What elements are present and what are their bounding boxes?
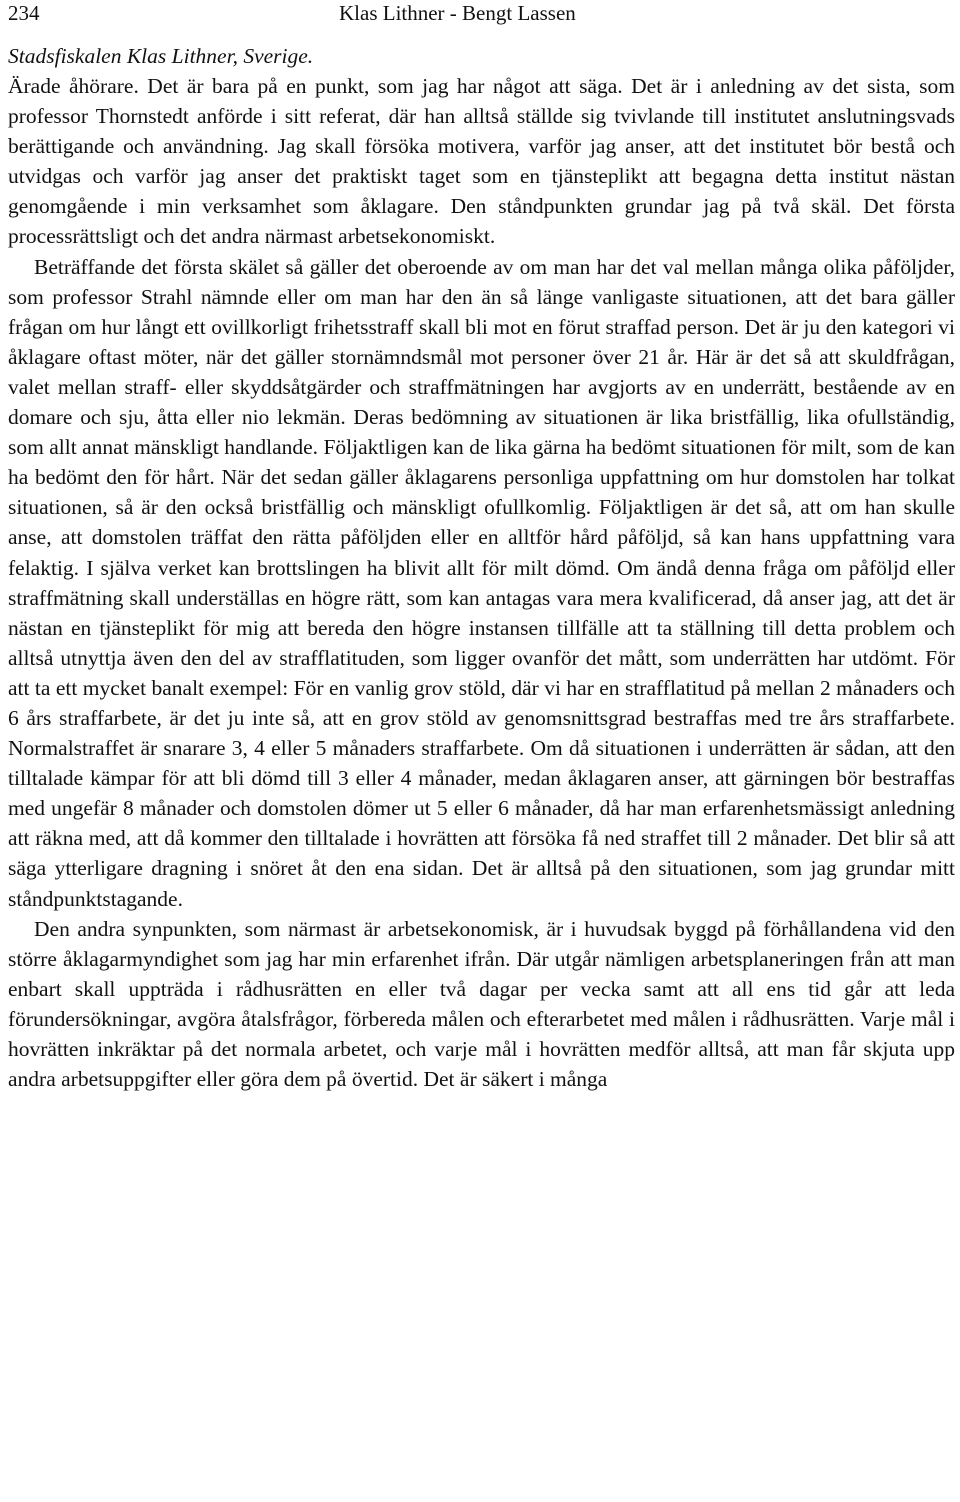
running-title: Klas Lithner - Bengt Lassen: [339, 1, 576, 25]
page-number: 234: [8, 1, 40, 25]
speaker-name: Klas Lithner, Sverige.: [126, 44, 314, 68]
paragraph-2: Beträffande det första skälet så gäller det oberoende av om man har det val mellan många olika påföljder, som professor Strahl nämnde eller om man har den än så länge vanligaste situationen, att det bara gäller frågan om hur långt ett ovillkorligt frihetsstraff skall bli mot en förut straffad person. Det är ju den kategori vi åklagare oftast möter, när det gäller stornämndsmål mot personer över 21 år. Här är det så att skuldfrågan, valet mellan straff- eller skyddsåtgärder och straffmätningen har avgjorts av en underrätt, bestående av en domare och sju, åtta eller nio lekmän. Deras bedömning av situationen är lika bristfällig, lika ofullständig, som allt annat mänskligt handlande. Följaktligen kan de lika gärna ha bedömt situationen för milt, som de kan ha bedömt den för hårt. När det sedan gäller åklagarens personliga uppfattning om hur domstolen har tolkat situationen, så är den också bristfällig och mänskligt ofullkomlig. Följaktligen är det så, att om han skulle anse, att domstolen träffat den rätta påföljden eller en alltför hård påföljd, så kan hans uppfattning vara felaktig. I själva verket kan brottslingen ha blivit allt för milt dömd. Om ändå denna fråga om påföljd eller straffmätning skall underställas en högre rätt, som kan antagas vara mera kvalificerad, då anser jag, att det är nästan en tjänsteplikt för mig att bereda den högre instansen tillfälle att ta ställning till detta problem och alltså utnyttja även den del av strafflatituden, som ligger ovanför det mått, som underrätten har utdömt. För att ta ett mycket banalt exempel: För en vanlig grov stöld, där vi har en strafflatitud på mellan 2 månaders och 6 års straffarbete, är det ju inte så, att en grov stöld av genomsnittsgrad bestraffas med tre års straffarbete. Normalstraffet är snarare 3, 4 eller 5 månaders straffarbete. Om då situationen i underrätten är sådan, att den tilltalade kämpar för att bli dömd till 3 eller 4 månader, medan åklagaren anser, att gärningen bör bestraffas med ungefär 8 månader och domstolen dömer ut 5 eller 6 månader, då har man erfarenhetsmässigt anledning att räkna med, att då kommer den tilltalade i hovrätten att försöka få ned straffet till 2 månader. Det blir så att säga ytterligare dragning i snöret åt den ena sidan. Det är alltså på den situationen, som jag grundar mitt ståndpunktstagande.: [8, 254, 955, 911]
speaker-line: [8, 41, 955, 71]
speaker-role: Stadsfiskalen: [8, 44, 122, 68]
running-header: [8, 1, 955, 31]
paragraph-1: Ärade åhörare. Det är bara på en punkt, som jag har något att säga. Det är i anledning av det sista, som professor Thornstedt anförde i sitt referat, där han alltså ställde sig tvivlande till institutet anslutningsvads berättigande och användning. Jag skall försöka motivera, varför jag anser, att det institutet bör bestå och utvidgas och varför jag anser det praktiskt taget som en tjänsteplikt att begagna detta institut nästan genomgående i min verksamhet som åklagare. Den ståndpunkten grundar jag på två skäl. Det första processrättsligt och det andra närmast arbetsekonomiskt.: [8, 74, 955, 249]
document-page: [8, 0, 955, 1502]
paragraph-3: Den andra synpunkten, som närmast är arbetsekonomisk, är i huvudsak byggd på förhållandena vid den större åklagarmyndighet som jag har min erfarenhet ifrån. Där utgår nämligen arbetsplaneringen från att man enbart skall uppträda i rådhusrätten en eller två dagar per vecka samt att all ens tid går att leda förundersökningar, avgöra åtalsfrågor, förbereda målen och efterarbetet med målen i rådhusrätten. Varje mål i hovrätten inkräktar på det normala arbetet, och varje mål i hovrätten medför alltså, att man får skjuta upp andra arbetsuppgifter eller göra dem på övertid. Det är säkert i många: [8, 916, 955, 1092]
